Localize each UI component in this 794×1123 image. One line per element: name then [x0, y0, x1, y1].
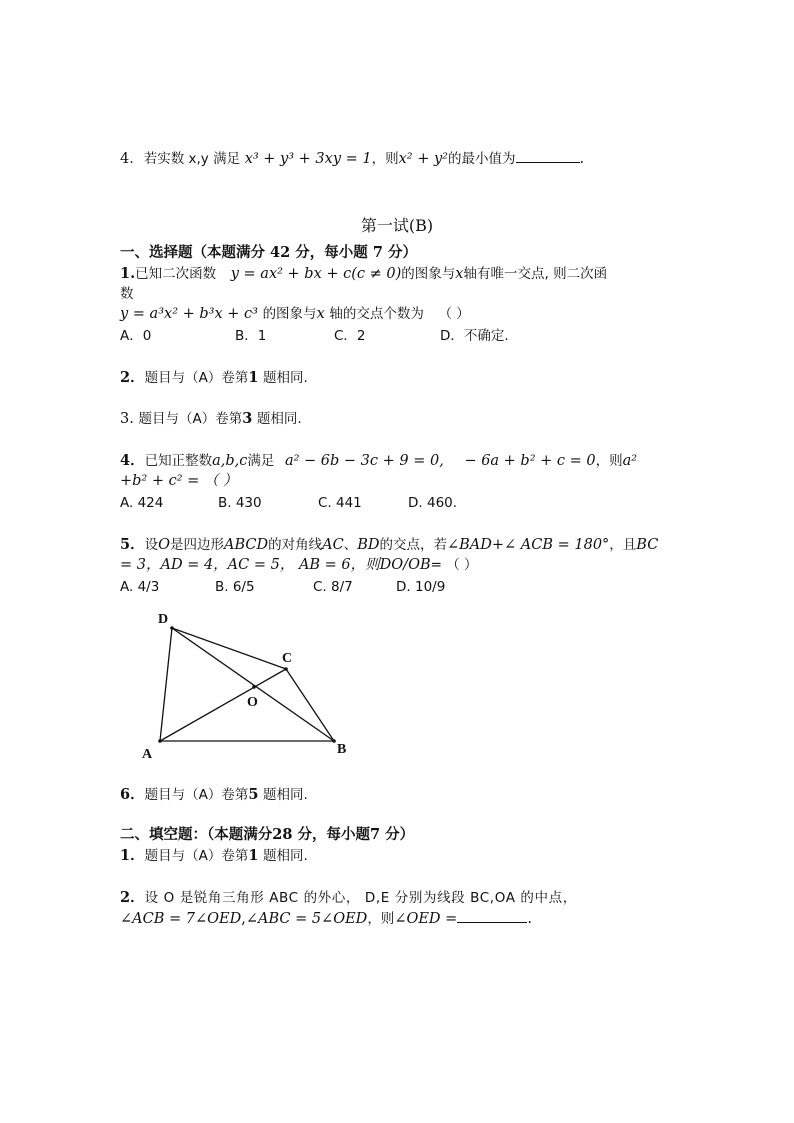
question-4-options [120, 494, 457, 512]
quad-name: ABCD [223, 537, 269, 553]
edge-bc [286, 669, 334, 741]
period: . [579, 151, 585, 167]
ref-number: 1 [248, 847, 259, 864]
option-c[interactable]: C．2 [334, 328, 366, 344]
question-text: 若实数 x,y 满足 [143, 151, 241, 167]
question-5 [120, 536, 658, 554]
edge-cd [172, 628, 286, 669]
option-c[interactable]: C. 441 [318, 495, 362, 511]
question-number: 5． [120, 536, 145, 553]
given-lengths: = 3，AD = 4，AC = 5， AB = 6，则 [120, 557, 380, 573]
ratio: DO/OB [379, 557, 431, 573]
question-1-wrap: 数 [120, 286, 134, 302]
question-4-top [120, 150, 584, 168]
condition-1: ∠ACB = 7∠OED [120, 911, 242, 927]
option-a[interactable]: A. 4/3 [120, 579, 160, 595]
label-b: B [337, 742, 347, 757]
question-text: 设 O 是锐角三角形 ABC 的外心， D,E 分别为线段 BC,OA 的中点， [144, 890, 577, 906]
question-number: 4． [120, 452, 145, 469]
option-c[interactable]: C. 8/7 [313, 579, 353, 595]
question-text: ，且 [609, 537, 637, 553]
question-text: 是四边形 [169, 537, 224, 553]
diagonal-bd [172, 628, 334, 741]
ref-number: 3 [242, 410, 253, 427]
question-text: 轴有唯一交点, 则二次函 [463, 266, 608, 282]
label-o: O [247, 695, 258, 710]
equation: y = ax² + bx + c(c ≠ 0) [230, 266, 402, 282]
side-bc: BC [636, 537, 659, 553]
answer-paren[interactable]: （ ） [438, 306, 470, 322]
equation: x³ + y³ + 3xy = 1 [244, 151, 372, 167]
period: . [527, 911, 532, 927]
vertex-d [170, 626, 174, 630]
question-text: 题相同. [263, 370, 308, 386]
question-text: 题相同. [256, 411, 302, 427]
equation-2: − 6a + b² + c = 0 [464, 453, 596, 469]
question-number: 3. [120, 411, 134, 427]
fill-question-1 [120, 847, 308, 865]
vertex-a [158, 739, 162, 743]
variable-x: x [455, 266, 464, 282]
expression: a² [622, 453, 638, 469]
question-number: 1． [120, 847, 145, 864]
question-text: ，则 [367, 911, 395, 927]
question-1 [120, 265, 607, 283]
answer-paren[interactable]: = （ ） [430, 557, 478, 573]
diag-bd: BD [357, 537, 380, 553]
diag-ac: AC [322, 537, 344, 553]
question-text: 的图象与 [401, 266, 456, 282]
option-d[interactable]: D. 460. [408, 495, 458, 511]
question-text: 题相同. [263, 787, 308, 803]
ref-number: 5 [248, 786, 259, 803]
question-number: 2． [120, 889, 145, 906]
ref-number: 1 [248, 369, 259, 386]
diagonal-ac [160, 669, 286, 741]
question-text: 的图象与 [262, 306, 317, 322]
answer-blank[interactable] [516, 150, 580, 163]
question-number: 6． [120, 786, 145, 803]
question-3 [120, 410, 302, 428]
separator: 、 [343, 537, 358, 553]
question-text: 题相同. [263, 848, 308, 864]
vertex-c [284, 667, 288, 671]
option-b[interactable]: B. 430 [218, 495, 262, 511]
option-a[interactable]: A．0 [120, 328, 152, 344]
question-5-options [120, 578, 445, 596]
comma: , [241, 911, 246, 927]
answer-blank[interactable] [457, 910, 527, 923]
option-d[interactable]: D．不确定. [440, 328, 509, 344]
section-title: 第一试(B) [360, 216, 434, 235]
variables: a,b,c [212, 453, 248, 469]
part1-heading: 一、选择题（本题满分 42 分，每小题 7 分） [120, 244, 417, 261]
question-1-line3 [120, 305, 470, 323]
condition-2: ∠ABC = 5∠OED [245, 911, 368, 927]
point-o: O [158, 537, 170, 553]
equation-1: a² − 6b − 3c + 9 = 0, [284, 453, 444, 469]
expression: x² + y² [398, 151, 448, 167]
question-text: 题目与（A）卷第 [144, 370, 249, 386]
question-number: 1. [120, 265, 136, 282]
fill-question-2-line2 [120, 910, 532, 928]
vertex-b [332, 739, 336, 743]
question-text: 的对角线 [268, 537, 323, 553]
question-text: 已知二次函数 [135, 266, 217, 282]
question-number: 2． [120, 369, 145, 386]
asked-angle: ∠OED = [394, 911, 458, 927]
angle-condition: ∠BAD+∠ ACB = 180° [446, 537, 610, 553]
label-d: D [158, 612, 169, 627]
question-4-line2: +b² + c² = （ ） [120, 473, 238, 489]
equation: y = a³x² + b³x + c³ [120, 306, 258, 322]
question-text: 题目与（A）卷第 [144, 787, 249, 803]
option-a[interactable]: A. 424 [120, 495, 164, 511]
question-text: ，则 [371, 151, 399, 167]
question-5-line2 [120, 556, 478, 574]
question-text: 题目与（A）卷第 [144, 848, 249, 864]
option-b[interactable]: B．1 [235, 328, 267, 344]
question-2 [120, 369, 308, 387]
label-a: A [142, 747, 153, 762]
question-number: 4． [120, 151, 144, 167]
question-text: 题目与（A）卷第 [138, 411, 243, 427]
edge-da [160, 628, 172, 741]
option-d[interactable]: D. 10/9 [396, 579, 446, 595]
question-text: 已知正整数 [144, 453, 213, 469]
question-4 [120, 452, 637, 470]
question-text: 轴的交点个数为 [329, 306, 424, 322]
fill-question-2 [120, 889, 577, 907]
question-text: 满足 [247, 453, 275, 469]
question-text: ，则 [595, 453, 623, 469]
point-o [252, 685, 256, 689]
part2-heading: 二、填空题：（本题满分28 分，每小题7 分） [120, 826, 415, 843]
question-text: 设 [144, 537, 159, 553]
question-text: 的交点，若 [379, 537, 447, 553]
question-6 [120, 786, 308, 804]
option-b[interactable]: B. 6/5 [215, 579, 255, 595]
quadrilateral-figure [130, 600, 370, 770]
variable-x: x [316, 306, 325, 322]
question-text: 的最小值为 [448, 151, 516, 167]
question-1-options [120, 327, 509, 345]
label-c: C [282, 651, 293, 666]
